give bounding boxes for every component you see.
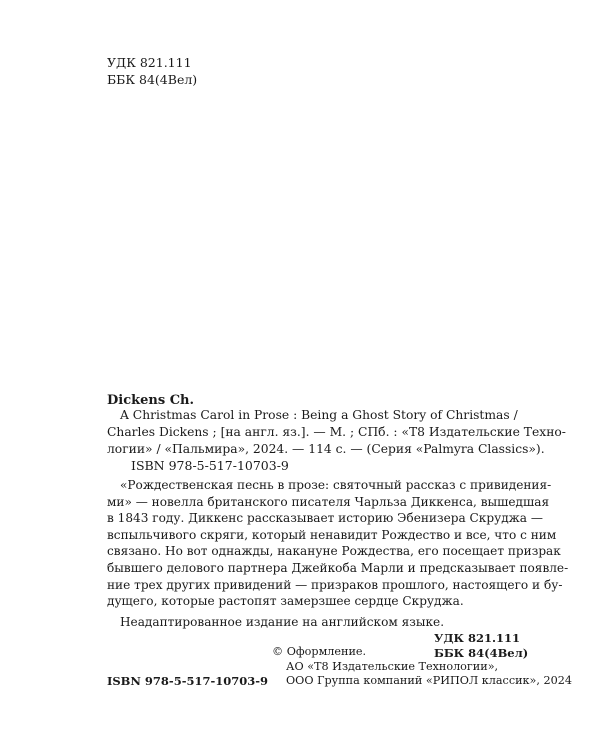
abstract-line: бывшего делового партнера Джейкоба Марли и предсказывает появле- [107,560,569,575]
abstract-line: в 1843 году. Диккенс рассказывает историю Эбенизера Скруджа — [107,511,543,526]
udk-code-bottom: УДК 821.111 [434,631,521,645]
copyright-line: АО «Т8 Издательские Технологии», [286,659,499,673]
abstract [107,477,569,610]
abstract-line: «Рождественская песнь в прозе: святочный рассказ с привидения- [120,478,552,492]
abstract-line: вспыльчивого скряги, который ненавидит Рождество и все, что с ним [107,527,557,542]
entry-line: логии» / «Пальмира», 2024. — 114 с. — (Серия «Palmyra Classics»). [107,442,545,456]
bbk-code-bottom: ББК 84(4Вел) [434,646,529,660]
isbn-bottom: ISBN 978-5-517-10703-9 [107,674,269,688]
classification-block [107,54,197,88]
abstract-line: связано. Но вот однажды, накануне Рождества, его посещает призрак [107,544,561,559]
isbn: ISBN 978-5-517-10703-9 [131,458,289,473]
bbk-code: ББК 84(4Вел) [107,72,198,87]
abstract-line: ние трех других привидений — призраков прошлого, настоящего и бу- [107,577,563,592]
udk-code: УДК 821.111 [107,55,192,70]
entry-line: Charles Dickens ; [на англ. яз.]. — М. ; СПб. : «Т8 Издательские Техно- [107,425,566,439]
entry-line: A Christmas Carol in Prose : Being a Ghost Story of Christmas / [120,408,518,422]
bibliographic-entry [107,407,566,458]
edition-note: Неадаптированное издание на английском языке. [120,615,445,629]
copyright-line: © Оформление. [272,645,367,658]
copyright-block [272,645,572,689]
abstract-line: ми» — новелла британского писателя Чарльза Диккенса, вышедшая [107,494,550,509]
author-heading: Dickens Ch. [107,393,195,408]
abstract-line: дущего, которые растопят замерзшее сердце Скруджа. [107,594,464,609]
copyright-line: ООО Группа компаний «РИПОЛ классик», 2024 [286,674,572,687]
